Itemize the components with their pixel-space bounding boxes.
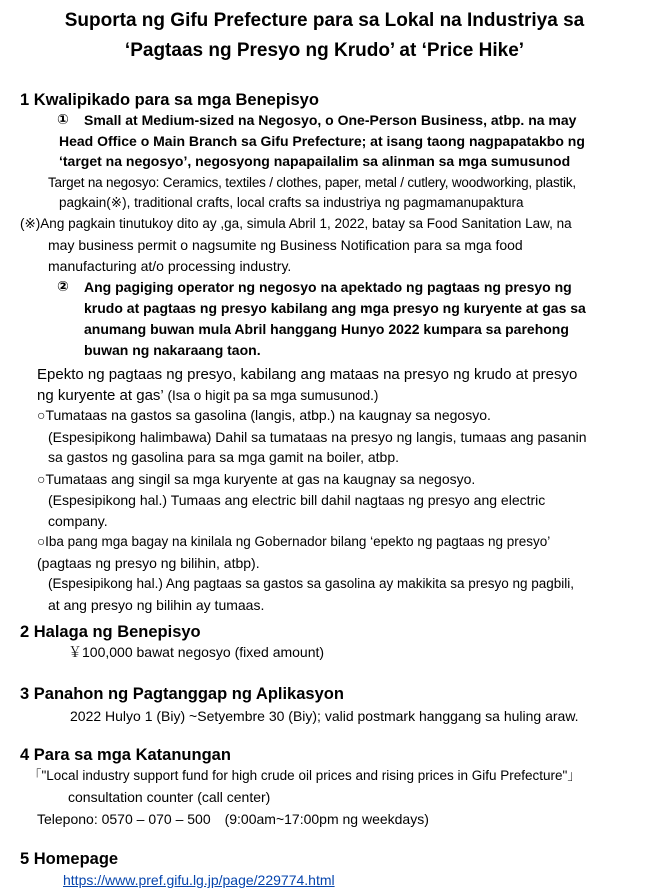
inquiry-line-1: 「"Local industry support fund for high crude oil prices and rising prices in Gifu Prefecture"」 [28, 768, 581, 783]
target-business-line-2: pagkain(※), traditional crafts, local crafts sa industriya ng pagmamanupaktura [59, 195, 524, 210]
item-2-line-4: buwan ng nakaraang taon. [84, 342, 261, 358]
title-line-1: Suporta ng Gifu Prefecture para sa Lokal na Industriya sa [64, 10, 585, 31]
effect-line-2-note: (Isa o higit pa sa mga sumusunod.) [163, 388, 379, 403]
bullet-1-example-line-1: (Espesipikong halimbawa) Dahil sa tumataas na presyo ng langis, tumaas ang pasanin [48, 429, 587, 445]
item-1-marker: ① [57, 111, 69, 127]
inquiry-line-2: consultation counter (call center) [68, 789, 271, 805]
bullet-3-example-line-1: (Espesipikong hal.) Ang pagtaas sa gastos sa gasolina ay makikita sa presyo ng pagbili, [48, 576, 575, 591]
item-1-line-2: Head Office o Main Branch sa Gifu Prefecture; at isang taong nagpapatakbo ng [59, 133, 585, 149]
section-5-heading: 5 Homepage [20, 850, 119, 868]
item-2-line-1: Ang pagiging operator ng negosyo na apektado ng pagtaas ng presyo ng [84, 279, 572, 295]
section-1-heading: 1 Kwalipikado para sa mga Benepisyo [20, 91, 319, 109]
homepage-link[interactable]: https://www.pref.gifu.lg.jp/page/229774.html [63, 872, 335, 888]
item-1-line-3: ‘target na negosyo’, negosyong napapailalim sa alinman sa mga sumusunod [59, 153, 571, 169]
bullet-3-line-2: (pagtaas ng presyo ng bilihin, atbp). [37, 555, 260, 571]
note-line-2: may business permit o nagsumite ng Business Notification para sa mga food [48, 237, 523, 253]
note-line-1: (※)Ang pagkain tinutukoy dito ay ,ga, simula Abril 1, 2022, batay sa Food Sanitation Law, na [20, 216, 572, 231]
section-4-heading: 4 Para sa mga Katanungan [20, 746, 231, 764]
bullet-2-example-line-1: (Espesipikong hal.) Tumaas ang electric bill dahil nagtaas ng presyo ang electric [48, 492, 546, 508]
bullet-2-text: ○Tumataas ang singil sa mga kuryente at gas na kaugnay sa negosyo. [37, 471, 476, 487]
item-2-line-2: krudo at pagtaas ng presyo kabilang ang mga presyo ng kuryente at gas sa [84, 300, 586, 316]
homepage-link-wrap [63, 870, 335, 890]
inquiry-phone: Telepono: 0570 – 070 – 500 (9:00am~17:00pm ng weekdays) [37, 811, 429, 827]
bullet-1-text: ○Tumataas na gastos sa gasolina (langis, atbp.) na kaugnay sa negosyo. [37, 407, 491, 423]
effect-line-2-lead: ng kuryente at gas’ [37, 387, 164, 404]
item-1-line-1: Small at Medium-sized na Negosyo, o One-Person Business, atbp. na may [84, 112, 577, 128]
note-line-3: manufacturing at/o processing industry. [48, 258, 292, 274]
title-line-2: ‘Pagtaas ng Presyo ng Krudo’ at ‘Price Hike’ [124, 40, 525, 61]
target-business-line-1: Target na negosyo: Ceramics, textiles / clothes, paper, metal / cutlery, woodworking, plastik, [48, 175, 576, 190]
bullet-3-example-line-2: at ang presyo ng bilihin ay tumaas. [48, 597, 265, 613]
bullet-2-example-line-2: company. [48, 513, 108, 529]
effect-line-1: Epekto ng pagtaas ng presyo, kabilang ang mataas na presyo ng krudo at presyo [37, 366, 578, 383]
page-title [0, 6, 649, 66]
item-2-marker: ② [57, 278, 69, 294]
effect-line-2 [37, 385, 378, 406]
application-period: 2022 Hulyo 1 (Biy) ~Setyembre 30 (Biy); valid postmark hanggang sa huling araw. [70, 708, 579, 724]
bullet-3-line-1: ○Iba pang mga bagay na kinilala ng Gobernador bilang ‘epekto ng pagtaas ng presyo’ [37, 534, 551, 549]
item-2-line-3: anumang buwan mula Abril hanggang Hunyo 2022 kumpara sa parehong [84, 321, 569, 337]
section-3-heading: 3 Panahon ng Pagtanggap ng Aplikasyon [20, 685, 344, 703]
bullet-1-example-line-2: sa gastos ng gasolina para sa mga gamit na boiler, atbp. [48, 449, 399, 465]
benefit-amount: ￥100,000 bawat negosyo (fixed amount) [68, 644, 325, 660]
section-2-heading: 2 Halaga ng Benepisyo [20, 623, 201, 641]
